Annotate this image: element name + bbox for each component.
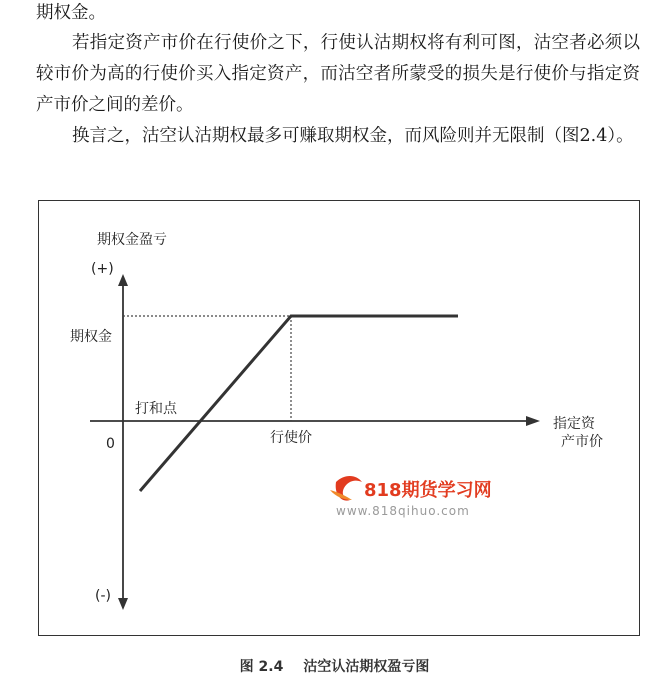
strike-label: 行使价 (270, 430, 312, 446)
y-axis-title: 期权金盈亏 (97, 232, 167, 248)
figure-caption (0, 656, 669, 676)
watermark-url: www.818qihuo.com (336, 504, 470, 518)
text-line-premium: 期权金。 (36, 3, 106, 23)
y-axis-arrow-up (118, 274, 128, 286)
watermark-brand: 818期货学习网 (364, 480, 492, 501)
plus-label: (+) (91, 261, 114, 277)
caption-title: 沽空认沽期权盈亏图 (303, 659, 430, 675)
breakeven-label: 打和点 (135, 401, 177, 417)
x-axis-label-line2: 产市价 (561, 434, 603, 450)
payoff-line (140, 316, 458, 491)
minus-label: (-) (95, 588, 111, 604)
watermark (330, 476, 492, 518)
y-axis-arrow-down (118, 598, 128, 610)
x-axis-label-line1: 指定资 (553, 416, 595, 432)
paragraph-max-profit: 换言之，沽空认沽期权最多可赚取期权金，而风险则并无限制（图2.4）。 (72, 126, 634, 146)
caption-number: 图 2.4 (239, 659, 284, 675)
zero-label: 0 (106, 436, 115, 452)
premium-label: 期权金 (70, 329, 112, 345)
x-axis-arrow (526, 416, 540, 426)
paragraph-exercise-loss: 若指定资产市价在行使价之下，行使认沽期权将有利可图，沽空者必须以较市价为高的行使价买入指定资产，而沽空者所蒙受的损失是行使价与指定资产市价之间的差价。 (36, 33, 640, 115)
